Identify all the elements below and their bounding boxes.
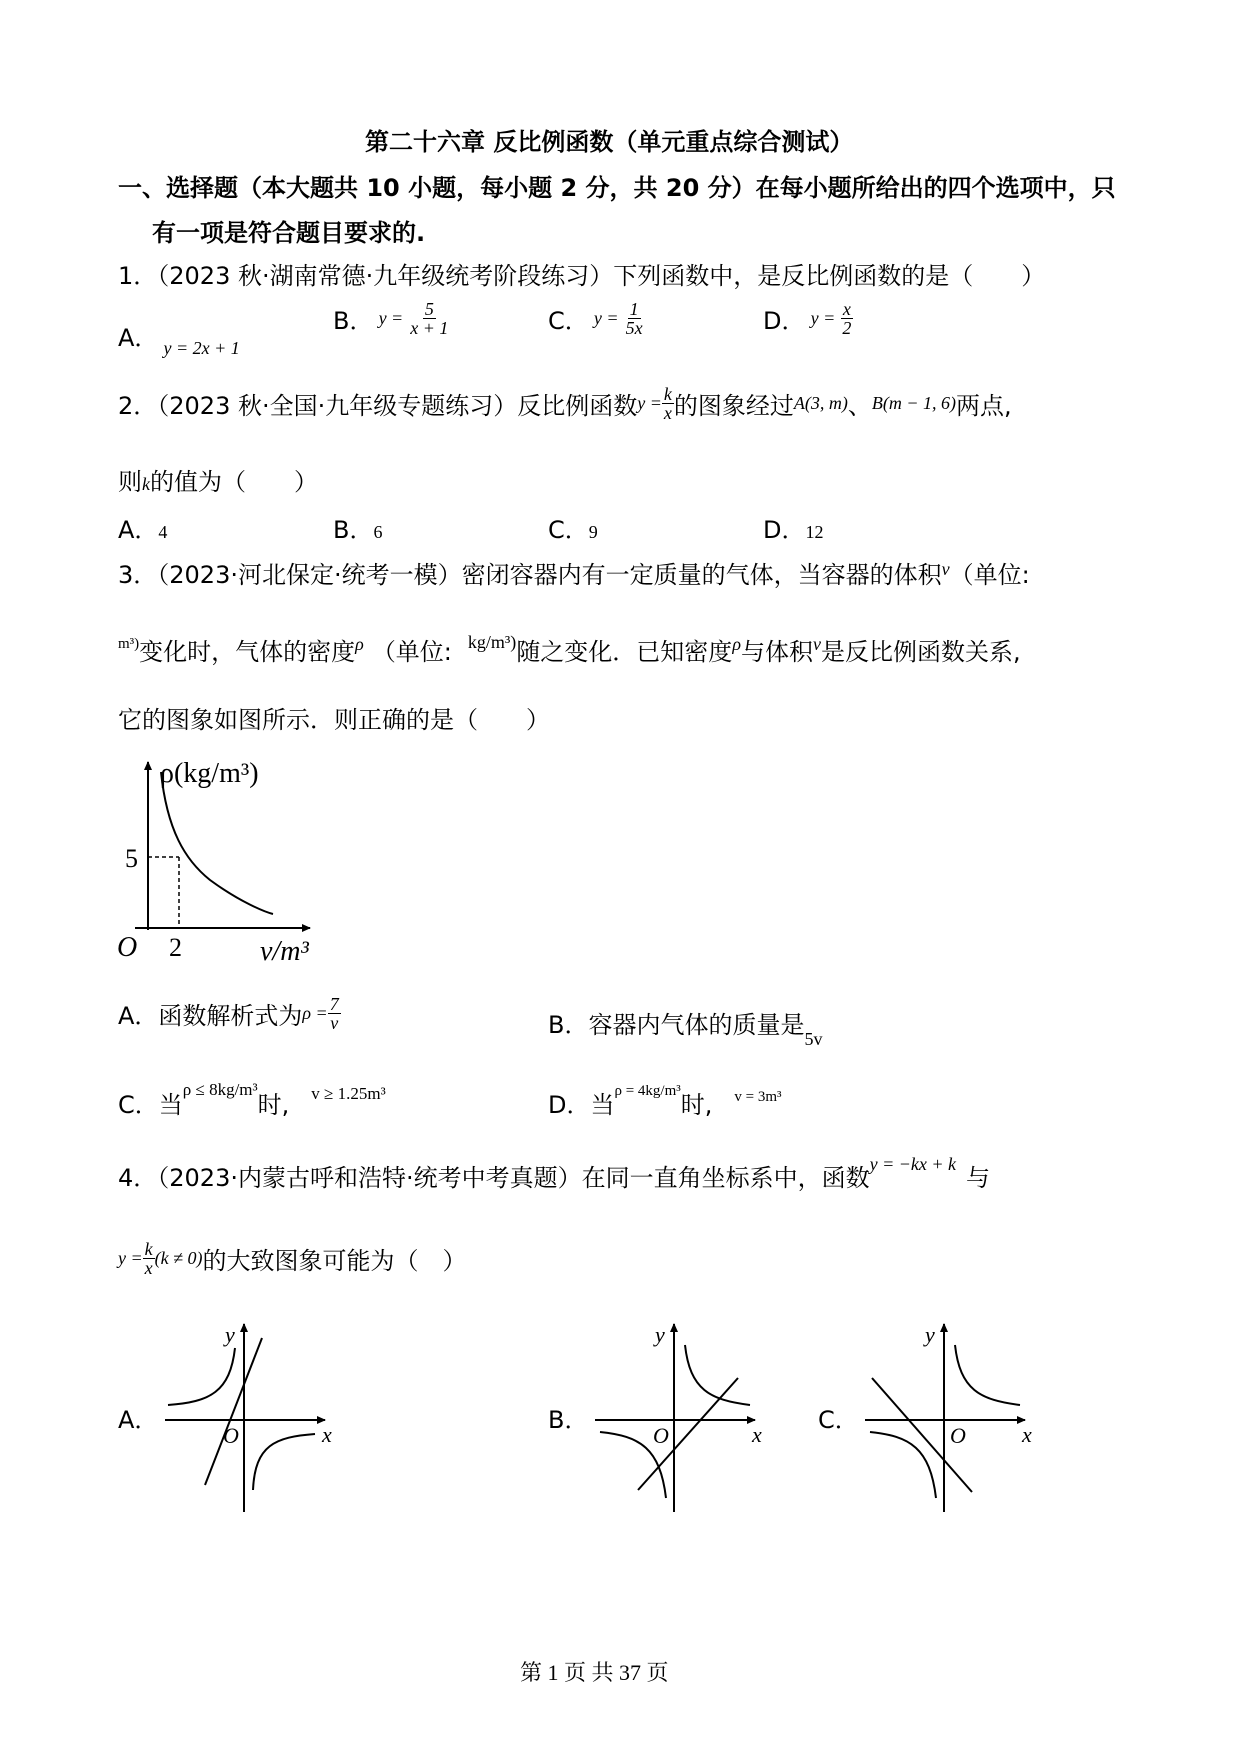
option-label: A． [118, 324, 159, 352]
q3-unit-m3: m³) [118, 636, 140, 652]
q3-rho-1: ρ [355, 634, 364, 654]
option-cond: ρ = 4kg/m³ [614, 1083, 681, 1099]
option-value: 12 [805, 522, 824, 542]
q4-graph-a-label: A． [118, 1406, 159, 1434]
q3-rho-2: ρ [732, 634, 741, 654]
q3-line2-b: （单位: [371, 638, 452, 666]
y-axis-label: y [925, 1322, 935, 1347]
option-res: v ≥ 1.25m³ [311, 1084, 386, 1103]
q4-with: 与 [966, 1164, 991, 1192]
option-lhs: y = [593, 308, 619, 328]
q2-func-fraction [662, 385, 674, 422]
q2-sep: 、 [847, 392, 872, 420]
q4-func2-cond: (k ≠ 0) [154, 1248, 203, 1268]
fraction-numerator: k [144, 1239, 153, 1259]
q2-option-d [763, 510, 823, 545]
x-axis-label: x [322, 1422, 332, 1447]
option-label: B． [333, 307, 374, 335]
q2-point-b: B(m − 1, 6) [871, 393, 956, 413]
q3-option-d [548, 1085, 782, 1120]
option-label: D． [763, 516, 806, 544]
q3-line1-text: 3．（2023·河北保定·统考一模）密闭容器内有一定质量的气体，当容器的体积 [118, 561, 942, 589]
page-footer: 第 1 页 共 37 页 [520, 1660, 669, 1685]
q2-line2-post: 的值为（ ） [150, 468, 318, 496]
hyperbola-branch-lower [870, 1432, 936, 1498]
option-label: B．容器内气体的质量是 [548, 1011, 805, 1039]
q2-line2-pre: 则 [118, 468, 142, 496]
fraction-denominator: 5x [625, 318, 643, 338]
q4-line1-text: 4．（2023·内蒙古呼和浩特·统考中考真题）在同一直角坐标系中，函数 [118, 1164, 870, 1192]
origin-label: O [117, 932, 138, 963]
q1-option-c [548, 300, 645, 337]
y-tick-label: 5 [125, 844, 138, 873]
q2-func-lhs: y = [637, 393, 662, 413]
q4-graph-c-label: C． [818, 1406, 859, 1434]
q3-unit-kg: kg/m³) [467, 632, 517, 652]
option-expr: 5v [804, 1029, 823, 1049]
q3-option-a [118, 995, 341, 1032]
fraction-denominator: v [330, 1013, 339, 1033]
fraction-denominator: x + 1 [410, 318, 449, 338]
q1-stem: 1．（2023 秋·湖南常德·九年级统考阶段练习）下列函数中，是反比例函数的是（ ） [118, 262, 1046, 290]
y-axis-label: y [225, 1322, 235, 1347]
q2-prefix: 2．（2023 秋·全国·九年级专题练习）反比例函数 [118, 392, 638, 420]
q2-option-a [118, 510, 167, 545]
fraction-numerator: 1 [629, 299, 639, 319]
option-label: A． [118, 516, 159, 544]
option-lhs: y = [378, 308, 404, 328]
q4-func1: y = −kx + k [869, 1154, 957, 1174]
q4-graph-b-label: B． [548, 1406, 589, 1434]
fraction-numerator: k [663, 384, 672, 404]
page-title: 第二十六章 反比例函数（单元重点综合测试） [365, 128, 854, 156]
q2-mid: 的图象经过 [673, 392, 794, 420]
q2-point-a: A(3, m) [793, 393, 848, 413]
option-label: C． [548, 307, 589, 335]
y-axis-label: y [655, 1322, 665, 1347]
q2-option-b [333, 510, 382, 545]
fraction-numerator: 5 [424, 299, 434, 319]
option-label: B． [333, 516, 374, 544]
origin-label: O [653, 1423, 669, 1448]
q3-line2-a: 变化时，气体的密度 [139, 638, 356, 666]
option-value: 9 [588, 522, 598, 542]
x-axis-label: x [752, 1422, 762, 1447]
q2-option-c [548, 510, 598, 545]
q4-graph-c [860, 1310, 1060, 1515]
fraction-numerator: x [842, 299, 851, 319]
q4-graph-a [160, 1310, 360, 1515]
option-label: C．当 [118, 1091, 183, 1119]
option-label: C． [548, 516, 589, 544]
q4-func2-fraction [143, 1240, 155, 1277]
q3-density-graph [115, 750, 335, 965]
q3-line2-d: 与体积 [740, 638, 813, 666]
origin-label: O [223, 1423, 239, 1448]
fraction-numerator: 7 [329, 994, 339, 1014]
origin-label: O [950, 1423, 966, 1448]
q3-line2 [118, 632, 1021, 667]
option-value: 6 [373, 522, 383, 542]
q4-line2 [118, 1240, 467, 1277]
q3-v-2: v [812, 634, 821, 654]
option-res: v = 3m³ [734, 1089, 782, 1105]
hyperbola-branch-upper [168, 1348, 235, 1405]
hyperbola-branch-upper [955, 1345, 1020, 1405]
fraction-denominator: 2 [842, 318, 852, 338]
option-fraction [840, 300, 853, 337]
option-fraction [408, 300, 450, 337]
option-cond: ρ ≤ 8kg/m³ [182, 1080, 258, 1099]
option-fraction [624, 300, 645, 337]
hyperbola-branch-lower [253, 1434, 315, 1490]
option-mid: 时, [680, 1091, 713, 1119]
option-label: D．当 [548, 1091, 615, 1119]
q3-option-b [548, 1005, 823, 1049]
fraction-denominator: x [144, 1258, 153, 1278]
x-axis-label: x [1022, 1422, 1032, 1447]
section-heading-line1: 一、选择题（本大题共 10 小题，每小题 2 分，共 20 分）在每小题所给出的四个选项中，只 [118, 174, 1116, 202]
option-label: D． [763, 307, 806, 335]
q2-suffix: 两点, [956, 392, 1012, 420]
y-axis-label: ρ(kg/m³) [160, 758, 259, 789]
option-lhs: y = [810, 308, 836, 328]
q4-graph-b [590, 1310, 790, 1515]
option-value: 4 [158, 522, 168, 542]
q2-stem [118, 385, 1012, 422]
q3-option-c [118, 1080, 386, 1120]
q2-line2 [118, 462, 318, 497]
q3-line1 [118, 555, 1030, 590]
option-mid: 时, [257, 1091, 290, 1119]
q1-option-b [333, 300, 450, 337]
q4-func2-lhs: y = [118, 1248, 143, 1268]
hyperbola-curve [161, 772, 273, 914]
q3-line3: 它的图象如图所示．则正确的是（ ） [118, 706, 550, 734]
q4-line1 [118, 1154, 991, 1193]
q3-line2-e: 是反比例函数关系, [820, 638, 1021, 666]
q3-line1-end: （单位: [949, 561, 1030, 589]
hyperbola-branch-upper [685, 1345, 750, 1405]
q1-option-d [763, 300, 853, 337]
q4-line2-post: 的大致图象可能为（ ） [202, 1247, 467, 1275]
option-expr: y = 2x + 1 [163, 338, 240, 358]
option-fraction [328, 995, 341, 1032]
q3-line2-c: 随之变化．已知密度 [516, 638, 733, 666]
x-axis-label: v/m³ [260, 936, 309, 965]
q2-k: k [142, 474, 150, 494]
q1-option-a [118, 318, 240, 358]
q3-v: v [941, 559, 950, 579]
fraction-denominator: x [663, 403, 672, 423]
option-lhs: ρ = [302, 1003, 328, 1023]
section-heading-line2: 有一项是符合题目要求的. [152, 219, 426, 247]
option-label: A．函数解析式为 [118, 1002, 303, 1030]
x-tick-label: 2 [169, 933, 182, 962]
